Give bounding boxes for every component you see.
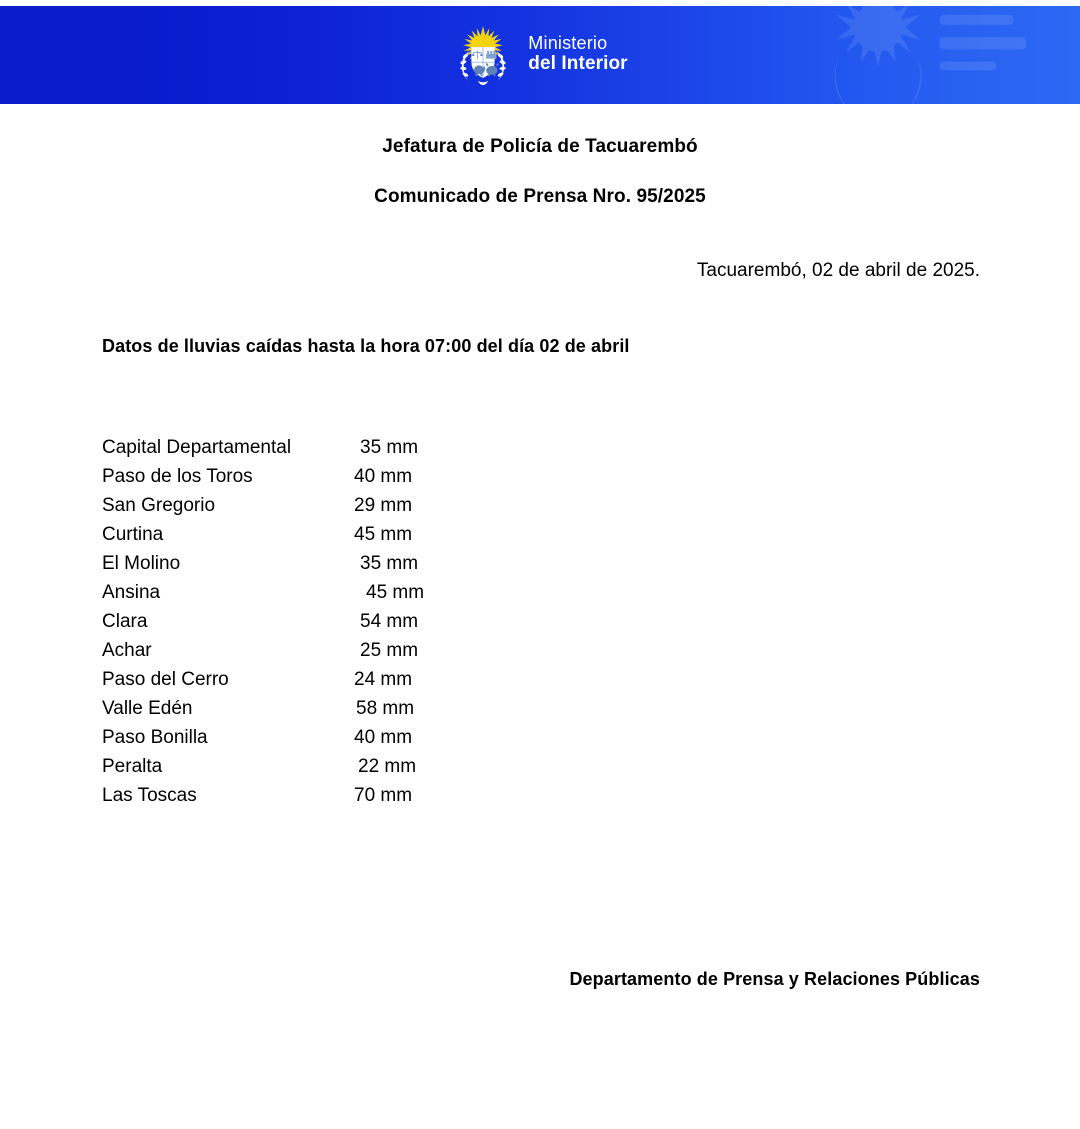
rainfall-amount: 22 mm bbox=[358, 756, 417, 777]
rainfall-location: Las Toscas bbox=[102, 785, 197, 806]
banner-content bbox=[0, 6, 1080, 104]
ministry-brand-line-1: Ministerio bbox=[528, 33, 608, 54]
rainfall-amount: 45 mm bbox=[354, 524, 413, 545]
rainfall-location: Paso Bonilla bbox=[102, 727, 208, 748]
ministry-brand bbox=[528, 34, 627, 76]
rainfall-amount: 40 mm bbox=[354, 466, 413, 487]
rainfall-row bbox=[102, 524, 522, 553]
rainfall-row bbox=[102, 727, 522, 756]
rainfall-location: Peralta bbox=[102, 756, 163, 777]
ministry-brand-line-2: del Interior bbox=[528, 52, 628, 74]
uruguay-coat-of-arms-icon bbox=[452, 24, 514, 86]
document-footer-department: Departamento de Prensa y Relaciones Públicas bbox=[569, 969, 980, 989]
rainfall-amount: 35 mm bbox=[360, 553, 419, 574]
rainfall-amount: 24 mm bbox=[354, 669, 413, 690]
rainfall-location: San Gregorio bbox=[102, 495, 216, 516]
rainfall-location: Valle Edén bbox=[102, 698, 193, 719]
rainfall-amount: 70 mm bbox=[354, 785, 413, 806]
rainfall-row bbox=[102, 437, 522, 466]
rainfall-row bbox=[102, 756, 522, 785]
rainfall-location: El Molino bbox=[102, 553, 181, 574]
rainfall-location: Paso de los Toros bbox=[102, 466, 253, 487]
rainfall-row bbox=[102, 698, 522, 727]
document-title: Jefatura de Policía de Tacuarembó bbox=[382, 136, 698, 157]
rainfall-location: Clara bbox=[102, 611, 148, 632]
rainfall-location: Paso del Cerro bbox=[102, 669, 229, 690]
rainfall-row bbox=[102, 553, 522, 582]
rainfall-location: Curtina bbox=[102, 524, 164, 545]
rainfall-row bbox=[102, 582, 522, 611]
rainfall-location: Capital Departamental bbox=[102, 437, 292, 458]
rainfall-amount: 29 mm bbox=[354, 495, 413, 516]
document-body bbox=[0, 104, 1080, 989]
rainfall-row bbox=[102, 640, 522, 669]
rainfall-row bbox=[102, 466, 522, 495]
rainfall-amount: 45 mm bbox=[366, 582, 425, 603]
site-header-banner bbox=[0, 6, 1080, 104]
rainfall-row bbox=[102, 669, 522, 698]
rainfall-row bbox=[102, 785, 522, 814]
rainfall-amount: 25 mm bbox=[360, 640, 419, 661]
document-subtitle: Comunicado de Prensa Nro. 95/2025 bbox=[374, 186, 706, 207]
rainfall-row bbox=[102, 611, 522, 640]
rainfall-row bbox=[102, 495, 522, 524]
rainfall-location: Ansina bbox=[102, 582, 161, 603]
rainfall-amount: 58 mm bbox=[356, 698, 415, 719]
rainfall-amount: 35 mm bbox=[360, 437, 419, 458]
section-heading-rainfall: Datos de lluvias caídas hasta la hora 07:00 del día 02 de abril bbox=[102, 336, 630, 356]
rainfall-location: Achar bbox=[102, 640, 152, 661]
rainfall-amount: 40 mm bbox=[354, 727, 413, 748]
dateline: Tacuarembó, 02 de abril de 2025. bbox=[696, 260, 980, 281]
rainfall-list bbox=[102, 437, 522, 814]
rainfall-amount: 54 mm bbox=[360, 611, 419, 632]
